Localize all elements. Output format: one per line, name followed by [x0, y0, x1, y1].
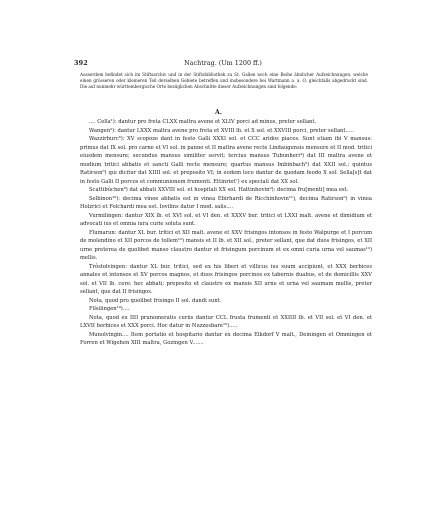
- section-heading: A.: [215, 109, 222, 116]
- running-title: Nachtrag. (Um 1200 ff.): [184, 59, 262, 67]
- intro-text: Ausserdem befindet sich im Stiftsarchiv und in der Stiftsbibliothek zu St. Gallen noch eine Reihe ähnlicher Aufzeichnungen, welche einen grösseren oder kleineren Teil derselben Gebiete betreffen und insbesondere bei Wartmann a. a. O. gleichfalls abgedruckt sind. Die auf nunmehr württembergische Orte bezüglichen Abschnitte dieser Aufzeichnungen sind folgende:: [80, 72, 368, 90]
- paragraph: Selbinon¹⁰): decima vinee abbatis est in vinea Ebirhardi de Ricchinhovin¹¹), decima Ratirson⁶) in vinea Holzrici et Folchardi mea est. Iovilins datur I mod. salis....: [80, 195, 372, 211]
- paragraph: Vurmilingen: dantur XIX lb. et XVI sol. et VI den. et XXXV bur. tritici et LXXI malt. avene et dimidium et advocati ius et omnia iura curie soluta sunt.: [80, 212, 372, 228]
- paragraph: Nota, quod ex IIII prunomeratis curiis dantur CCL frusta frumenti et XXIIII lb. et VII sol. et VI den. et LXVII berbices et XXX porci. Hoc datur in Nuzzesbare¹⁵).....: [80, 314, 372, 330]
- paragraph: Flumarun: dantur XL bur. tritici et XII malt. avene et XXV frisingos intonsos in festo Walpurge et I porcum de molendino et XII porcos de tollem¹²) mansis et II lb. et XII sol., preter sellant, que dat duos frisingos, et XII urne preterea de quolibet manso claustro dantur et frisingum porcinum et ex omni curia urna vel saumas¹³) mellis.: [80, 229, 372, 262]
- page-number: 392: [74, 59, 88, 67]
- main-text: [80, 118, 372, 348]
- intro-note: [80, 72, 368, 91]
- paragraph: Nota, quod pro quolibet frisingo II sol. dandi sunt.: [89, 297, 222, 304]
- paragraph: Scattibûchen⁸) dat abbati XXVIII sol. et hospitali XX sol. Hattinhovin⁹): decima fru[menti] mea est.: [89, 187, 349, 194]
- paragraph: .... Cella¹): dantur pro freta CLXX maltra avene et XLIV porci ad minus, preter sellant.: [89, 119, 317, 125]
- paragraph: Munolvingin.... Item portatio et hospitario dantur ex decima Elkdorf V malt., Deiningen et Ommingen et Forren et Wigehen XIII maltra, Gozingen V.......: [80, 331, 372, 347]
- paragraph: Wazzirburc³): XV scopoze dant in festo Galli XXXI sol. et CCC aridos piaces. Sunt etiam ibi V mansus: primus dat IX sol. pro carne et VI sol. in panno et II maltra avene recte Lindaugensis mensure et II mod. tritici eiusdem mensure; secundus mansus similiter servit; tercius mansus Tubunheri⁴) dat III maltra avene et modium tritici abbatis et sancti Galli recte mensure; quartus mansus Imbinbach⁵) dat XXII sol.; quintus Ratirson⁶) qui dicitur dat XIIII sol. et preposito VI; in eodem loco dantur de quodam feodo X sol. Sella[s]t dat in festo Galli II porcos et communionem frumenti. Ettinriet⁷) ex speciali dat XX sol.: [80, 136, 372, 185]
- paragraph: Wangen²): dantur LXXX maltra avene pro freta et XVIII lb. et X sol. et XXVIII porci, preter sellant.....: [89, 127, 354, 134]
- paragraph: Filsilingen¹⁴)....: [89, 306, 130, 313]
- paragraph: Trôstolvingen: dantur XL bur. tritici, sed ex his liberi et villicus ius suum accipiunt, et XXX berbices annales et intonsos et XV porcos magnos, et duos frisingos porcinos ex tabernis duabus, et de domicillis XXV sol. et VII lb. cere: hec abbati; preposito et claustro ex mansis XII urne et urna vel saumam mellis, preter sellant, que dat II frisingos.: [80, 263, 372, 296]
